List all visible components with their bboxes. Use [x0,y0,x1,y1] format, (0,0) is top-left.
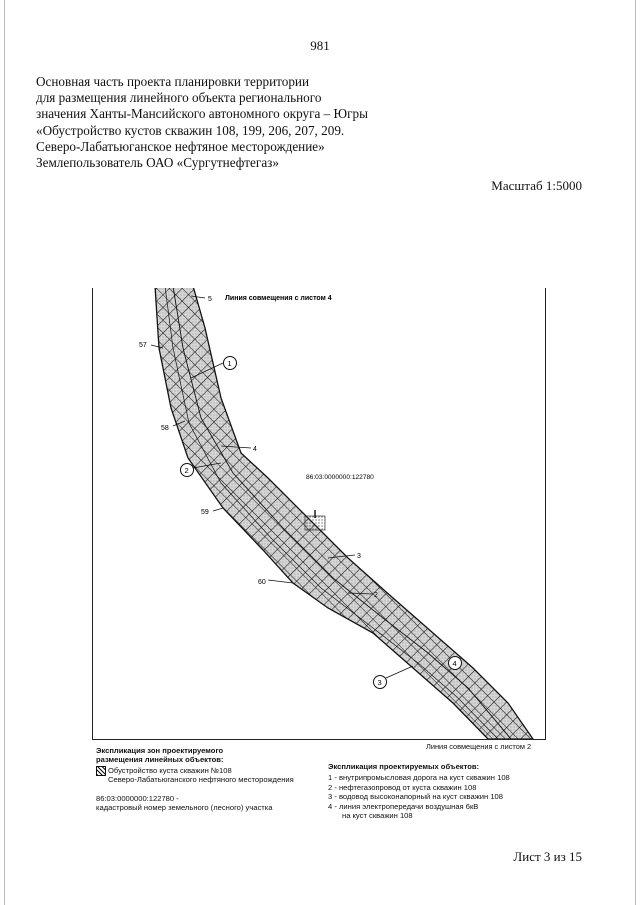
corridor-map [93,288,545,739]
scan-edge-left [4,0,5,905]
header-line: значения Ханты-Мансийского автономного округа – Югры [36,106,368,122]
legend-zone-item [96,766,336,784]
legend-zone-item-sub: Северо-Лабатьюганского нефтяного месторождения [108,775,294,784]
parcel-symbol [305,516,325,530]
document-header [36,74,516,171]
point-label-60: 60 [258,579,266,586]
page-number: 981 [310,38,330,53]
leader-59 [213,508,223,511]
circle-label-2: 2 [184,466,189,475]
circle-label-3: 3 [377,678,382,687]
match-line-top: Линия совмещения с листом 4 [225,295,332,302]
header-line: Основная часть проекта планировки территории [36,74,310,89]
map-frame [92,288,546,740]
legend-zones [96,746,336,812]
circle-label-4: 4 [452,659,457,668]
legend-object-item: 3 - водовод высоконапорный на куст скважин 108 [328,792,504,802]
legend-cadastral-desc: кадастровый номер земельного (лесного) участка [96,803,273,812]
circle-label-1: 1 [227,359,232,368]
point-label-3: 3 [357,553,361,560]
legend-cadastral-number: 86:03:0000000:122780 - [96,794,179,803]
hatch-swatch-icon [96,766,106,776]
legend-zones-title-2: размещения линейных объектов: [96,755,224,764]
match-line-bottom: Линия совмещения с листом 2 [426,742,532,751]
point-label-4: 4 [253,446,257,453]
legend-object-item: 4 - линия электропередачи воздушная 6кВ [328,801,479,811]
legend-objects [328,762,568,820]
point-label-2: 2 [374,592,378,599]
point-label-58: 58 [161,425,169,432]
point-label-5: 5 [208,296,212,303]
legend-objects-title: Экспликация проектируемых объектов: [328,762,480,771]
header-line: Северо-Лабатьюганское нефтяное месторождение» [36,138,325,154]
legend-object-item: 2 - нефтегазопровод от куста скважин 108 [328,782,477,792]
point-label-57: 57 [139,342,147,349]
legend-zone-item-label: Обустройство куста скважин №108 [108,766,232,775]
point-label-59: 59 [201,509,209,516]
header-line: Землепользователь ОАО «Сургутнефтегаз» [36,155,279,171]
legend-object-item: 1 - внутрипромысловая дорога на куст скважин 108 [328,773,510,783]
header-line: для размещения линейного объекта регионального [36,90,322,106]
scan-edge-right [635,0,636,905]
scale-label: Масштаб 1:5000 [491,178,582,193]
header-line: «Обустройство кустов скважин 108, 199, 206, 207, 209. [36,122,345,138]
legend-object-item-cont: на куст скважин 108 [342,811,413,821]
legend-zones-title: Экспликация зон проектируемого [96,746,224,755]
leader-circle-3 [386,666,413,678]
cadastral-label: 86:03:0000000:122780 [306,474,374,481]
sheet-number: Лист 3 из 15 [513,849,582,864]
leader-60 [268,580,293,583]
